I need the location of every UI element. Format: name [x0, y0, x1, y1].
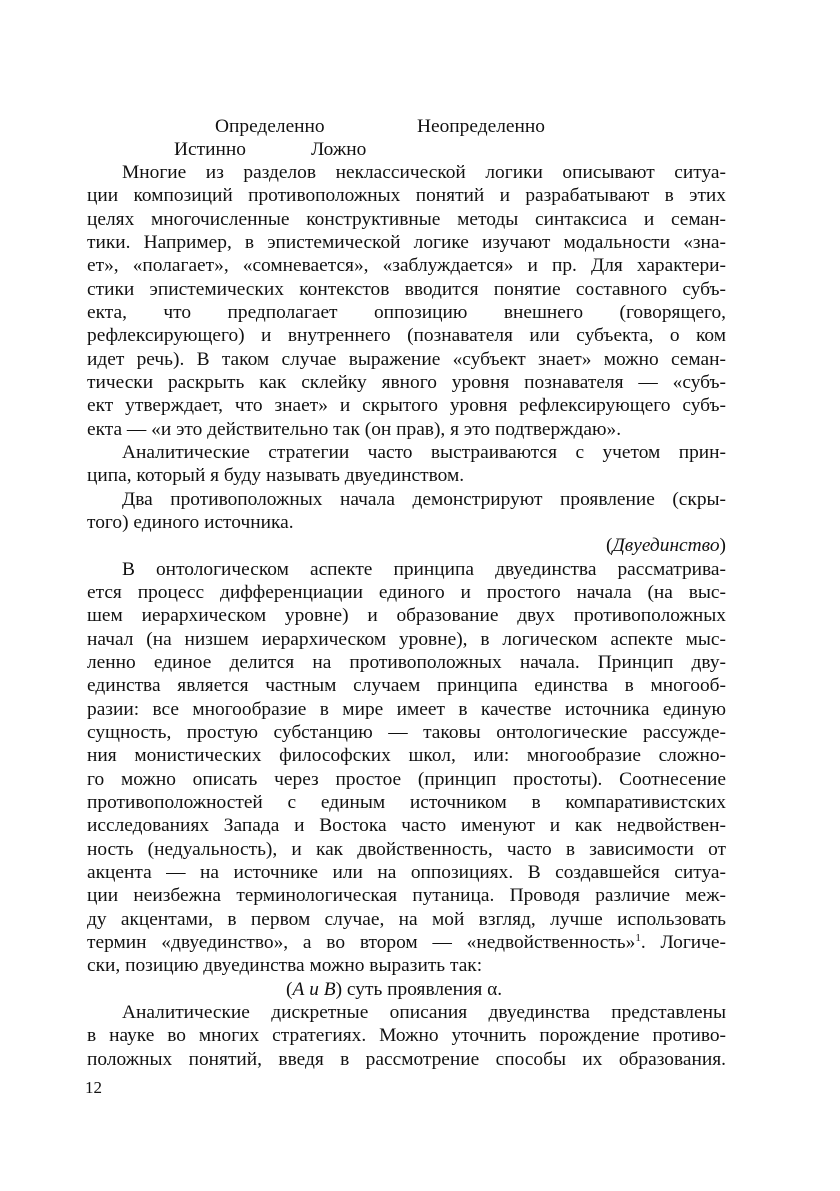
text-line: ции неизбежна терминологическая путаница. Проводя различие меж-	[87, 885, 726, 906]
text-line: ски, позицию двуединства можно выразить так:	[87, 955, 483, 976]
formula-rest: суть проявления α.	[346, 979, 503, 1000]
term-false: Ложно	[311, 139, 367, 160]
text-line: единства является частным случаем принципа единства в многооб-	[87, 675, 726, 696]
term-indefinite: Неопределенно	[417, 116, 545, 137]
text-line: го можно описать через простое (принцип простоты). Соотнесение	[87, 769, 726, 790]
text-line: противоположностей с единым источником в компаративистских	[87, 792, 726, 813]
text-line-with-footnote	[87, 931, 726, 955]
text-line: начал (на низшем иерархическом уровне), в логическом аспекте мыс-	[87, 629, 726, 650]
page-number: 12	[85, 1078, 102, 1097]
text-line: ность (недуальность), и как двойственность, часто в зависимости от	[87, 839, 726, 860]
text-line: ект утверждает, что знает» и скрытого уровня рефлексирующего субъ-	[87, 395, 726, 416]
text-line: екта — «и это действительно так (он прав), я это подтверждаю».	[87, 419, 622, 440]
text-line: тически раскрыть как склейку явного уровня познавателя — «субъ-	[87, 372, 726, 393]
text-line: шем иерархическом уровне) и образование двух противоположных	[87, 605, 726, 626]
text-line: исследованиях Запада и Востока часто именуют и как недвойствен-	[87, 815, 726, 836]
text-line: идет речь). В таком случае выражение «субъект знает» можно семан-	[87, 349, 726, 370]
text-segment: . Логиче-	[640, 932, 726, 953]
text-line: ет», «полагает», «сомневается», «заблуждается» и пр. Для характери-	[87, 255, 726, 276]
text-line: ленно единое делится на противоположных начала. Принцип дву-	[87, 652, 726, 673]
text-segment: термин «двуединство», а во втором — «недвойственность»	[87, 932, 636, 953]
text-line: положных понятий, введя в рассмотрение способы их образования.	[87, 1049, 726, 1070]
text-line: сущность, простую субстанцию — таковы онтологические рассужде-	[87, 722, 726, 743]
text-line: целях многочисленные конструктивные методы синтаксиса и семан-	[87, 209, 726, 230]
formula-conj: и	[309, 979, 319, 1000]
text-line: ции композиций противоположных понятий и разрабатывают в этих	[87, 185, 726, 206]
footnote-marker: 1	[635, 932, 641, 944]
text-line: стики эпистемических контекстов вводится понятие составного субъ-	[87, 279, 726, 300]
text-line: разии: все многообразие в мире имеет в качестве источника единую	[87, 699, 726, 720]
text-line: в науке во многих стратегиях. Можно уточнить порождение противо-	[87, 1025, 726, 1046]
text-line: Аналитические стратегии часто выстраиваются с учетом прин-	[122, 442, 726, 463]
text-line: ния монистических философских школ, или: многообразие сложно-	[87, 745, 726, 766]
text-line: Аналитические дискретные описания двуединства представлены	[122, 1002, 726, 1023]
text-line: Два противоположных начала демонстрируют проявление (скры-	[122, 489, 726, 510]
text-line: тики. Например, в эпистемической логике изучают модальности «зна-	[87, 232, 726, 253]
text-line: Многие из разделов неклассической логики описывают ситуа-	[122, 162, 726, 183]
text-line: ется процесс дифференциации единого и простого начала (на выс-	[87, 582, 726, 603]
text-line: ду акцентами, в первом случае, на мой взгляд, лучше использовать	[87, 909, 726, 930]
formula-var-b: В	[323, 979, 336, 1000]
text-line: рефлексирующего) и внутреннего (познавателя или субъекта, о ком	[87, 325, 726, 346]
principle-name: Двуединство	[612, 535, 720, 556]
term-definite: Определенно	[215, 116, 325, 137]
text-line: екта, что предполагает оппозицию внешнего (говорящего,	[87, 302, 726, 323]
formula: (А и В) суть проявления α.	[286, 979, 503, 1000]
text-line: ципа, который я буду называть двуединством.	[87, 465, 465, 486]
text-line: того) единого источника.	[87, 512, 294, 533]
text-line: акцента — на источнике или на оппозициях. В создавшейся ситуа-	[87, 862, 726, 883]
principle-label: (Двуединство)	[605, 535, 726, 556]
formula-var-a: А	[292, 979, 305, 1000]
term-true: Истинно	[174, 139, 246, 160]
text-line: В онтологическом аспекте принципа двуединства рассматрива-	[122, 559, 726, 580]
